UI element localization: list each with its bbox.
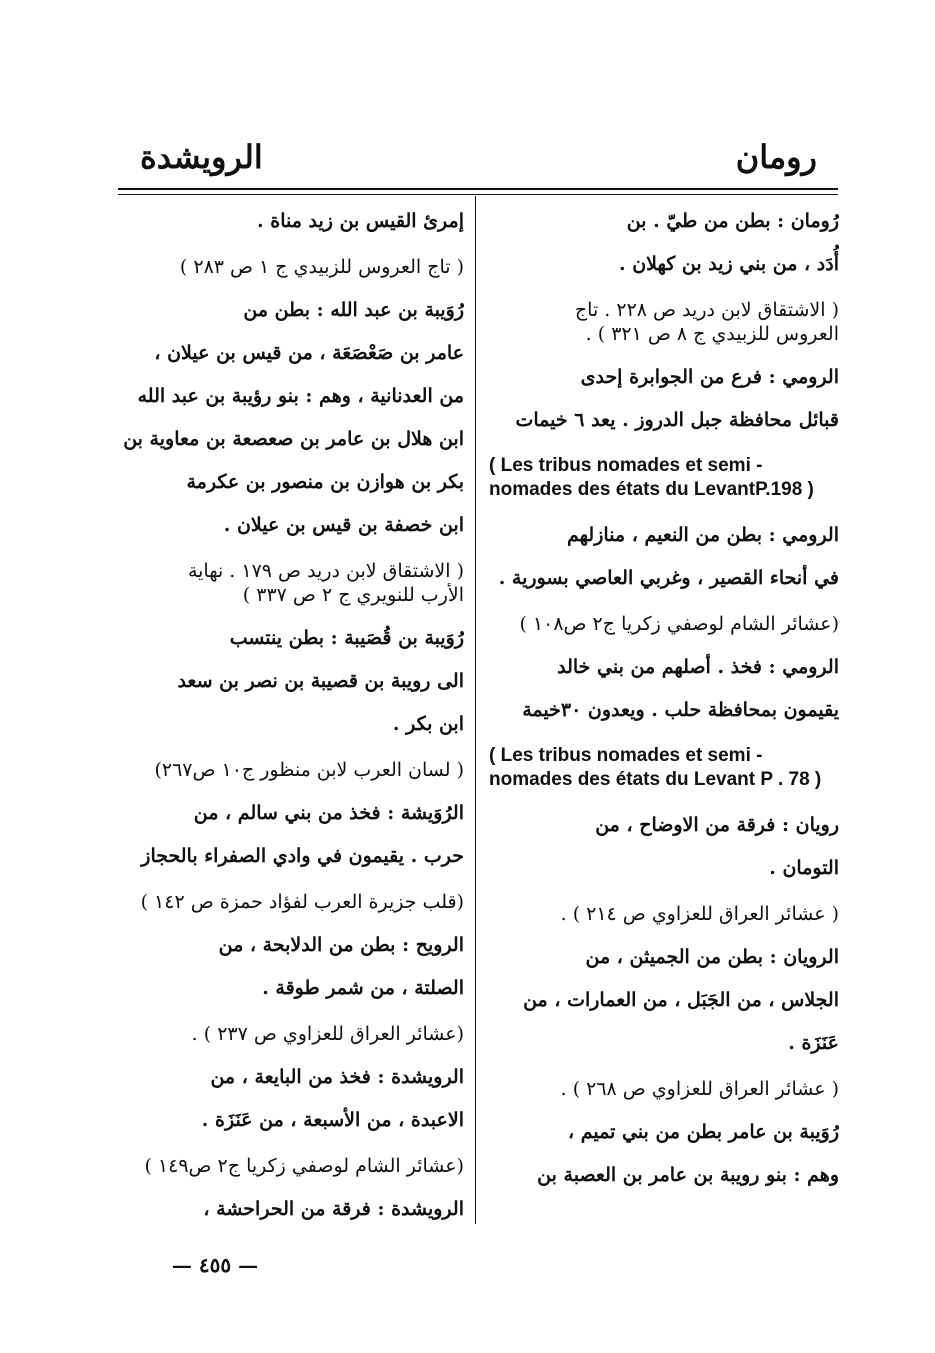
text-line: رويان : فرقة من الاوضاح ، من [595,814,839,836]
text-line: ابن خصفة بن قيس بن عيلان . [223,514,464,536]
source-citation [489,1077,839,1101]
french-citation [489,744,839,792]
text-line: رُوَيبة بن عامر بطن من بني تميم ، [567,1121,839,1143]
text-line: العروس للزبيدي ج ٨ ص ٣٢١ ) . [585,323,839,345]
text-line: (عشائر الشام لوصفي زكريا ج٢ ص١٠٨ ) [519,613,839,635]
text-line: ابن بكر . [392,713,464,735]
source-citation [118,255,464,279]
source-citation [118,1022,464,1046]
text-line: الرويح : بطن من الدلابحة ، من [218,934,464,956]
dictionary-entry [489,936,839,1065]
text-line: الاعبدة ، من الأسبعة ، من عَنَزَة . [201,1109,464,1131]
source-citation [118,1154,464,1178]
dictionary-entry [118,1188,464,1231]
text-line: في أنحاء القصير ، وغربي العاصي بسورية . [498,567,839,589]
text-line: رُوَيبة بن قُصَيبة : بطن ينتسب [229,627,464,649]
french-citation [489,454,839,502]
text-line: (قلب جزيرة العرب لفؤاد حمزة ص ١٤٢ ) [140,891,464,913]
text-line: يقيمون بمحافظة حلب . ويعدون ٣٠خيمة [522,699,839,721]
text-line: ( Les tribus nomades et semi - [489,745,763,766]
dictionary-entry [489,804,839,890]
column-divider [475,196,476,1224]
text-line: nomades des états du LevantP.198 ) [489,479,814,500]
text-line: ( لسان العرب لابن منظور ج١٠ ص٢٦٧) [154,759,464,781]
text-line: عَنَزَة . [788,1032,839,1054]
text-line: التومان . [769,857,839,879]
source-citation [118,758,464,782]
text-line: ( الاشتقاق لابن دريد ص ١٧٩ . نهاية [187,560,464,582]
dictionary-entry [118,792,464,878]
source-citation [489,612,839,636]
header-right: رومان [735,138,817,176]
text-line: (عشائر العراق للعزاوي ص ٢٣٧ ) . [191,1023,464,1045]
dictionary-entry [118,289,464,547]
text-line: الى رويبة بن قصيبة بن نصر بن سعد [177,670,464,692]
text-line: (عشائر الشام لوصفي زكريا ج٢ ص١٤٩ ) [144,1155,464,1177]
text-line: الصلتة ، من شمر طوقة . [262,977,464,999]
text-line: من العدنانية ، وهم : بنو رؤيبة بن عبد الله [137,385,464,407]
text-line: عامر بن صَعْصَعَة ، من قيس بن عيلان ، [154,342,464,364]
dictionary-entry [489,646,839,732]
text-line: بكر بن هوازن بن منصور بن عكرمة [186,471,464,493]
text-line: الأرب للنويري ج ٢ ص ٣٣٧ ) [242,584,464,606]
text-line: ابن هلال بن عامر بن صعصعة بن معاوية بن [123,428,464,450]
source-citation [118,559,464,607]
text-line: الرومي : فرع من الجوابرة إحدى [580,366,839,388]
source-citation [489,298,839,346]
text-line: ( Les tribus nomades et semi - [489,455,763,476]
text-line: ( عشائر العراق للعزاوي ص ٢٦٨ ) . [560,1078,839,1100]
text-line: الرويان : بطن من الجميثن ، من [585,946,839,968]
dictionary-entry [489,356,839,442]
page-number: — ٤٥٥ — [171,1253,259,1277]
dictionary-entry [118,617,464,746]
dictionary-entry [489,200,839,286]
text-line: ( الاشتقاق لابن دريد ص ٢٢٨ . تاج [574,299,839,321]
text-line: الرُوَيشة : فخذ من بني سالم ، من [193,802,464,824]
text-line: الرومي : فخذ . أصلهم من بني خالد [557,656,839,678]
text-line: أُدَد ، من بني زيد بن كهلان . [618,253,839,275]
text-line: الرومي : بطن من النعيم ، منازلهم [567,524,839,546]
source-citation [489,902,839,926]
text-line: حرب . يقيمون في وادي الصفراء بالحجاز [141,845,464,867]
header-rule-thick [118,188,838,190]
source-citation [118,890,464,914]
header-rule-thin [118,194,838,195]
dictionary-entry [489,514,839,600]
text-line: قبائل محافظة جبل الدروز . يعد ٦ خيمات [515,409,839,431]
dictionary-entry [118,1056,464,1142]
dictionary-entry [118,924,464,1010]
text-line: الرويشدة : فرقة من الحراحشة ، [203,1198,464,1220]
right-column [489,200,839,1209]
text-line: إمرئ القيس بن زيد مناة . [257,210,464,232]
text-line: رُوَيبة بن عبد الله : بطن من [243,299,464,321]
dictionary-entry [118,200,464,243]
text-line: الجلاس ، من الجَبَل ، من العمارات ، من [523,989,839,1011]
text-line: ( عشائر العراق للعزاوي ص ٢١٤ ) . [560,903,839,925]
left-column [118,200,464,1243]
header-left: الرويشدة [140,138,263,176]
text-line: ( تاج العروس للزبيدي ج ١ ص ٢٨٣ ) [179,256,464,278]
text-line: الرويشدة : فخذ من البايعة ، من [210,1066,464,1088]
text-line: nomades des états du Levant P . 78 ) [489,769,822,790]
dictionary-entry [489,1111,839,1197]
text-line: وهم : بنو رويبة بن عامر بن العصبة بن [537,1164,839,1186]
text-line: رُومان : بطن من طيّ . بن [626,210,839,232]
